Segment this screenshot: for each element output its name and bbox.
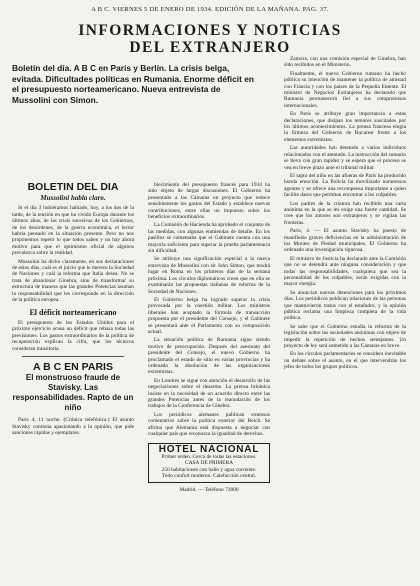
paragraph: El ministro de Justicia ha declarado ante la Comisión que no se detendrá ante ninguna consideración y que todas las responsabilidades, cualquiera que sea la personalidad de los culpables, serán exigidas con la mayor energía.	[284, 255, 406, 288]
section-heading-abc-en-paris: A B C EN PARIS	[33, 360, 113, 373]
section-title-deficit: El déficit norteamericano	[29, 307, 117, 317]
paragraph: Se atribuye una significación especial a la nueva entrevista de Mussolini con sir John Simon, que tendrá lugar en Roma en los primeros días de la semana próxima. Los círculos diplomáticos creen que en ella se examinarán las propuestas italianas de reforma de la Sociedad de Naciones.	[148, 256, 270, 295]
paragraph: Las autoridades han detenido a varios individuos relacionados con el atentado. La instrucción del sumario se lleva con gran rapidez y se espera que el proceso se vea en breve plazo ante el tribunal militar.	[284, 145, 406, 171]
paragraph: El rapto del niño en las afueras de París ha producido honda emoción. La Policía ha movilizado numerosos agentes y se ofrece una recompensa importante a quien facilite datos que permitan encontrar a los culpables.	[284, 172, 406, 199]
paragraph: Si el día 3 hubiéramos hablado, hoy, a los dos de la tarde, de la tensión en que ha vivido Europa durante los últimos años, de las crisis sucesivas de los Gobiernos, de los desórdenes, de la guerra económica, el lector habría pensado en la situación presente. Pero no nos proponemos repetir lo que todos saben y no hay ahora motivo para que el optimismo oficial de algunos prevalezca sobre la realidad.	[12, 205, 134, 257]
paragraph: La Comisión de Hacienda ha aprobado el conjunto de las medidas, con algunas enmiendas de detalle. En los pasillos se comentaba que el Gabinete cuenta con una mayoría suficiente para superar la prueba parlamentaria sin dificultad.	[148, 222, 270, 255]
paragraph: El presupuesto de los Estados Unidos para el próximo ejercicio acusa un déficit que rebasa todas las previsiones. Los gastos extraordinarios de la política de recuperación explican la cifra, que los técnicos consideran transitoria.	[12, 319, 134, 352]
paragraph: El Gobierno belga ha logrado superar la crisis provocada por la cuestión militar. Los ministros liberales han aceptado la fórmula de transacción propuesta por el presidente del Consejo, y el Gabinete se presentará ante el Parlamento con su composición actual.	[148, 296, 270, 335]
divider	[22, 356, 124, 357]
running-head: A B C. VIERNES 5 DE ENERO DE 1934. EDICIÓN DE LA MAÑANA. PAG. 37.	[91, 6, 329, 13]
ad-line: 250 habitaciones con baño y agua corriente.	[161, 466, 257, 473]
column-1	[12, 182, 134, 582]
column-3	[284, 56, 406, 582]
paragraph: En los círculos parlamentarios se considera inevitable un debate sobre el asunto, en el que intervendrán los jefes de todos los grupos políticos.	[284, 351, 406, 371]
column-2	[148, 182, 270, 582]
ad-title: HOTEL NACIONAL	[158, 444, 260, 456]
paragraph: Zamora, con una comisión especial de Ginebra, han sido recibidos en el Ministerio.	[284, 56, 406, 69]
main-title-line-1: INFORMACIONES Y NOTICIAS	[78, 22, 342, 39]
paragraph: París 4, 11 noche. (Crónica telefónica.) El asunto Stavisky continúa apasionando a la opinión, que pide sanciones rápidas y ejemplares.	[12, 417, 134, 437]
paragraph: La situación política de Rumania sigue siendo motivo de preocupación. Después del asesinato del presidente del Consejo, el nuevo Gobierno ha proclamado el estado de sitio en varias provincias y ha ordenado la disolución de las organizaciones extremistas.	[148, 337, 270, 376]
section-subheading-stavisky: El monstruoso fraude de Stavisky. Las responsabilidades. Rapto de un niño	[12, 373, 134, 413]
section-heading-boletin: BOLETIN DEL DIA	[27, 182, 119, 193]
paragraph: Mussolini ha dicho claramente, en sus declaraciones de estos días, cuál es el juicio que le merece la Sociedad de Naciones y cuál la reforma que Italia desea. No se trata de abandonar Ginebra, sino de transformar su estructura de manera que las grandes Potencias asuman la responsabilidad que les corresponde en la dirección de la política europea.	[12, 258, 134, 304]
paragraph: Los padres de la criatura han recibido una carta anónima en la que se les exige una fuerte cantidad. Se cree que los autores son extranjeros y se vigilan las fronteras.	[284, 200, 406, 226]
section-subheading-mussolini: Mussolini habla claro.	[40, 194, 106, 202]
paragraph: Finalmente, el nuevo Gobierno rumano ha hecho pública su intención de mantener la política de amistad con Francia y con los países de la Pequeña Entente. El ministro de Negocios Extranjeros ha declarado que Rumania permanecerá fiel a sus compromisos internacionales.	[284, 70, 406, 109]
paragraph: Los periódicos alemanes publican extensos comentarios sobre la política exterior del Reich. Se afirma que Alemania está dispuesta a negociar con cualquier país que reconozca la igualdad de derechos.	[148, 411, 270, 438]
hotel-advertisement	[148, 443, 270, 483]
paragraph: blecimiento del presupuesto francés para 1934 ha sido objeto de largas discusiones. El Gobierno ha presentado a las Cámaras un proyecto que reduce sensiblemente los gastos del Estado y establece nuevas contribuciones, entre ellas un impuesto sobre los beneficios extraordinarios.	[148, 182, 270, 221]
paragraph: En París se atribuye gran importancia a estas declaraciones, que disipan los temores suscitados por los últimos acontecimientos. La prensa francesa elogia la firmeza del Gobierno de Bucarest frente a los elementos extremistas.	[284, 111, 406, 143]
ad-line: CASA DE PRIMERA	[185, 460, 233, 467]
paragraph: Se anuncian nuevas detenciones para los próximos días. Los periódicos publican relaciones de las personas que mantuvieron tratos con el estafador, y la opinión pública reclama una limpieza completa de la vida política.	[284, 289, 406, 322]
main-title-line-2: DEL EXTRANJERO	[129, 39, 291, 56]
ad-footer: Madrid. — Teléfono 73000	[179, 487, 239, 494]
summary-deck: Boletín del día. A B C en París y Berlín. La crisis belga, evitada. Dificultades políticas en Rumania. Enorme déficit en el presupuesto norteamericano. Nueva entrevista de Mussolini con Simon.	[12, 63, 255, 105]
ad-line: Todo confort moderno. Calefacción central.	[161, 473, 257, 480]
main-title	[12, 22, 408, 56]
paragraph: Se sabe que el Gobierno estudia la reforma de la legislación sobre las sociedades anónimas con objeto de impedir la repetición de hechos semejantes. Un proyecto de ley será sometido a las Cámaras en breve.	[284, 323, 406, 350]
paragraph: París, 4. — El asunto Stavisky ha puesto de manifiesto graves deficiencias en la administración de los Montes de Piedad municipales. El Gobierno ha ordenado una investigación rigurosa.	[284, 228, 406, 254]
ad-line: Primer orden. Cerca de todas las estaciones.	[161, 453, 257, 460]
paragraph: En Londres se sigue con atención el desarrollo de las negociaciones sobre el desarme. La prensa británica insiste en la necesidad de un acuerdo directo entre las grandes Potencias antes de la reanudación de los trabajos de la Conferencia de Ginebra.	[148, 377, 270, 410]
